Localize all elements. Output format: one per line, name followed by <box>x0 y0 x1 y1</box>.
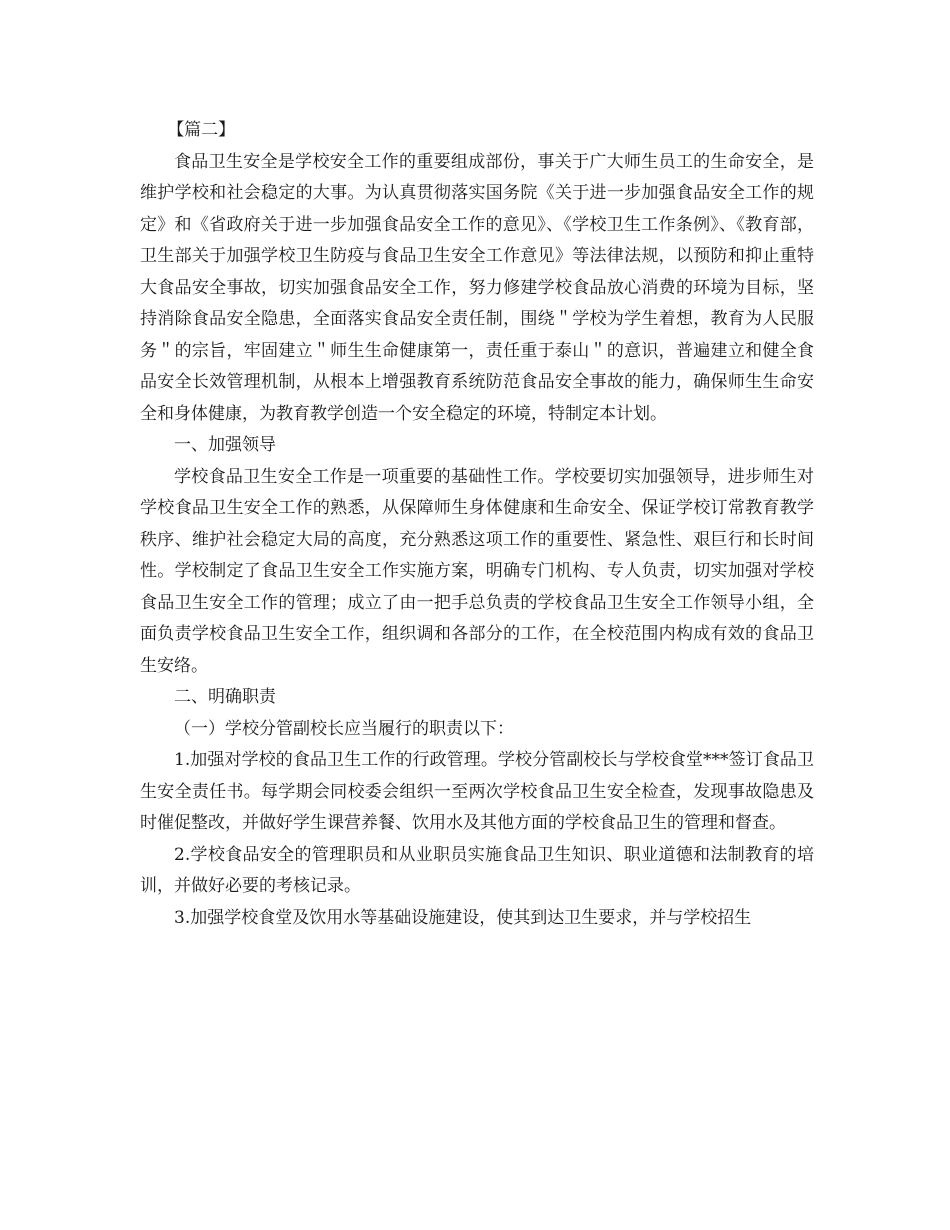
subsection-heading-vice-principal: （一）学校分管副校长应当履行的职责以下： <box>174 718 514 739</box>
document-page <box>140 115 814 934</box>
leadership-paragraph: 学校食品卫生安全工作是一项重要的基础性工作。学校要切实加强领导，进步师生对学校食品卫生安全工作的熟悉，从保障师生身体健康和生命安全、保证学校订常教育教学秩序、维护社会稳定大局的高度，充分熟悉这项工作的重要性、紧急性、艰巨行和长时间性。学校制定了食品卫生安全工作实施方案，明确专门机构、专人负责，切实加强对学校食品卫生安全工作的管理；成立了由一把手总负责的学校食品卫生安全工作领导小组，全面负责学校食品卫生安全工作，组织调和各部分的工作，在全校范围内构成有效的食品卫生安络。 <box>140 466 814 676</box>
section-heading-duties: 二、明确职责 <box>174 687 276 707</box>
section-tag: 【篇二】 <box>167 120 236 140</box>
section-heading-leadership: 一、加强领导 <box>174 435 276 455</box>
duty-item-3: 3.加强学校食堂及饮用水等基础设施建设，使其到达卫生要求，并与学校招生 <box>174 907 752 928</box>
duty-item-1: 1.加强对学校的食品卫生工作的行政管理。学校分管副校长与学校食堂***签订食品卫生安全责任书。每学期会同校委会组织一至两次学校食品卫生安全检查，发现事故隐患及时催促整改，并做好学生课营养餐、饮用水及其他方面的学校食品卫生的管理和督查。 <box>140 750 814 833</box>
intro-paragraph: 食品卫生安全是学校安全工作的重要组成部份，事关于广大师生员工的生命安全，是维护学校和社会稳定的大事。为认真贯彻落实国务院《关于进一步加强食品安全工作的规定》和《省政府关于进一步加强食品安全工作的意见》、《学校卫生工作条例》、《教育部，卫生部关于加强学校卫生防疫与食品卫生安全工作意见》等法律法规，以预防和抑止重特大食品安全事故，切实加强食品安全工作，努力修建学校食品放心消费的环境为目标，坚持消除食品安全隐患，全面落实食品安全责任制，围绕＂学校为学生着想，教育为人民服务＂的宗旨，牢固建立＂师生生命健康第一，责任重于泰山＂的意识，普遍建立和健全食品安全长效管理机制，从根本上增强教育系统防范食品安全事故的能力，确保师生生命安全和身体健康，为教育教学创造一个安全稳定的环境，特制定本计划。 <box>140 151 814 424</box>
duty-item-2: 2.学校食品安全的管理职员和从业职员实施食品卫生知识、职业道德和法制教育的培训，并做好必要的考核记录。 <box>140 844 814 896</box>
